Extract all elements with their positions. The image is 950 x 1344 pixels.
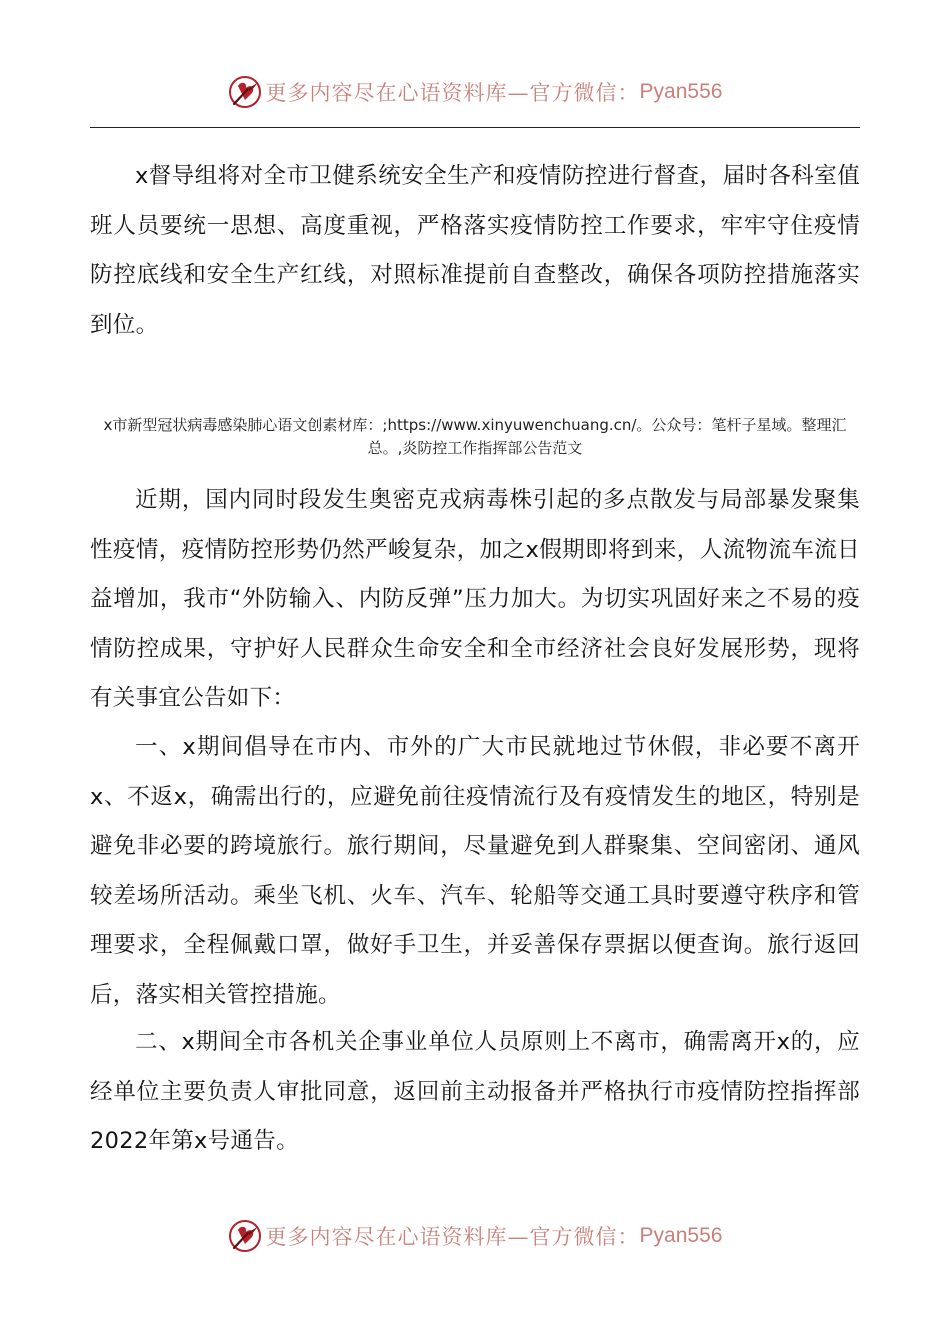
footer-banner [0, 1216, 950, 1256]
body-paragraph: 一、x期间倡导在市内、市外的广大市民就地过节休假，非必要不离开x、不返x，确需出行的，应避免前往疫情流行及有疫情发生的地区，特别是避免非必要的跨境旅行。旅行期间，尽量避免到人群聚集、空间密闭、通风较差场所活动。乘坐飞机、火车、汽车、轮船等交通工具时要遵守秩序和管理要求，全程佩戴口罩，做好手卫生，并妥善保存票据以便查询。旅行返回后，落实相关管控措施。 [90, 734, 860, 1008]
document-title: x市新型冠状病毒感染肺心语文创素材库：;https://www.xinyuwenchuang.cn/。公众号：笔杆子星域。整理汇总。,炎防控工作指挥部公告范文 [103, 416, 847, 457]
body-paragraph: 近期，国内同时段发生奥密克戎病毒株引起的多点散发与局部暴发聚集性疫情，疫情防控形势仍然严峻复杂，加之x假期即将到来，人流物流车流日益增加，我市“外防输入、内防反弹”压力加大。为切实巩固好来之不易的疫情防控成果，守护好人民群众生命安全和全市经济社会良好发展形势，现将有关事宜公告如下： [90, 487, 860, 711]
body-paragraph: 二、x期间全市各机关企事业单位人员原则上不离市，确需离开x的，应经单位主要负责人审批同意，返回前主动报备并严格执行市疫情防控指挥部2022年第x号通告。 [90, 1029, 860, 1154]
banner-text: 更多内容尽在心语资料库—官方微信： [265, 81, 640, 105]
header-divider [90, 127, 860, 128]
heart-quill-logo-icon [228, 75, 262, 109]
banner-text: 更多内容尽在心语资料库—官方微信： [265, 1225, 640, 1249]
intro-paragraph: x督导组将对全市卫健系统安全生产和疫情防控进行督查，届时各科室值班人员要统一思想、高度重视，严格落实疫情防控工作要求，牢牢守住疫情防控底线和安全生产红线，对照标准提前自查整改，确保各项防控措施落实到位。 [90, 163, 860, 338]
heart-quill-logo-icon [228, 1219, 262, 1253]
banner-wechat-id: Pyan556 [639, 80, 723, 103]
banner-wechat-id: Pyan556 [639, 1224, 723, 1247]
header-banner [0, 72, 950, 112]
